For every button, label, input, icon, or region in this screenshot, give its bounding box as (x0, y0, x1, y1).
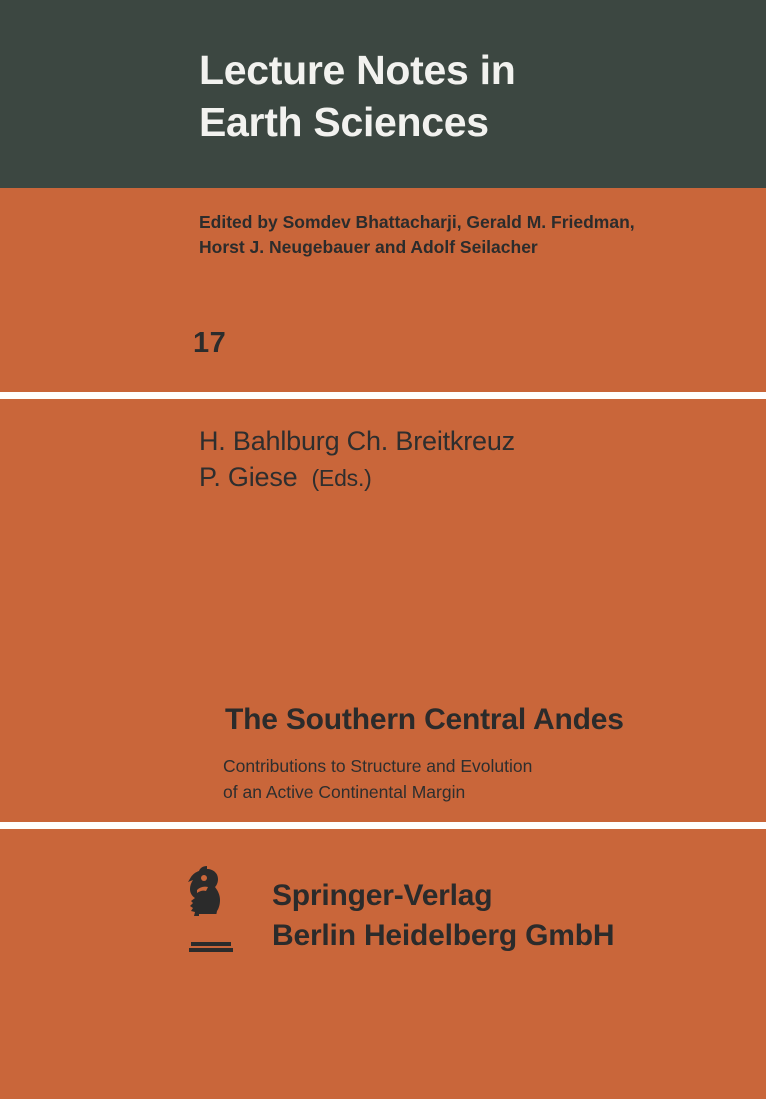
book-subtitle (223, 754, 743, 806)
series-title-line-2: Earth Sciences (199, 99, 489, 146)
page-title: The Southern Central Andes (225, 703, 624, 736)
publisher-line-1: Springer-Verlag (272, 879, 493, 912)
series-title (199, 44, 739, 149)
volume-editors-line-1: H. Bahlburg Ch. Breitkreuz (199, 426, 515, 456)
series-editors (199, 210, 739, 261)
springer-knight-icon (177, 862, 245, 958)
volume-number: 17 (193, 327, 227, 359)
volume-editors-line-2 (199, 460, 759, 496)
series-editors-line-2: Horst J. Neugebauer and Adolf Seilacher (199, 237, 538, 258)
series-editors-line-1: Edited by Somdev Bhattacharji, Gerald M. Friedman, (199, 212, 635, 232)
volume-editor-name: P. Giese (199, 461, 298, 492)
volume-editors (199, 424, 759, 495)
divider-top (0, 392, 766, 399)
series-title-line-1: Lecture Notes in (199, 47, 516, 93)
publisher-line-2: Berlin Heidelberg GmbH (272, 918, 615, 952)
divider-bottom (0, 822, 766, 829)
publisher (272, 876, 742, 955)
editors-tag: (Eds.) (311, 464, 372, 491)
book-subtitle-line-1: Contributions to Structure and Evolution (223, 756, 533, 776)
series-banner (0, 0, 766, 188)
book-subtitle-line-2: of an Active Continental Margin (223, 781, 466, 802)
